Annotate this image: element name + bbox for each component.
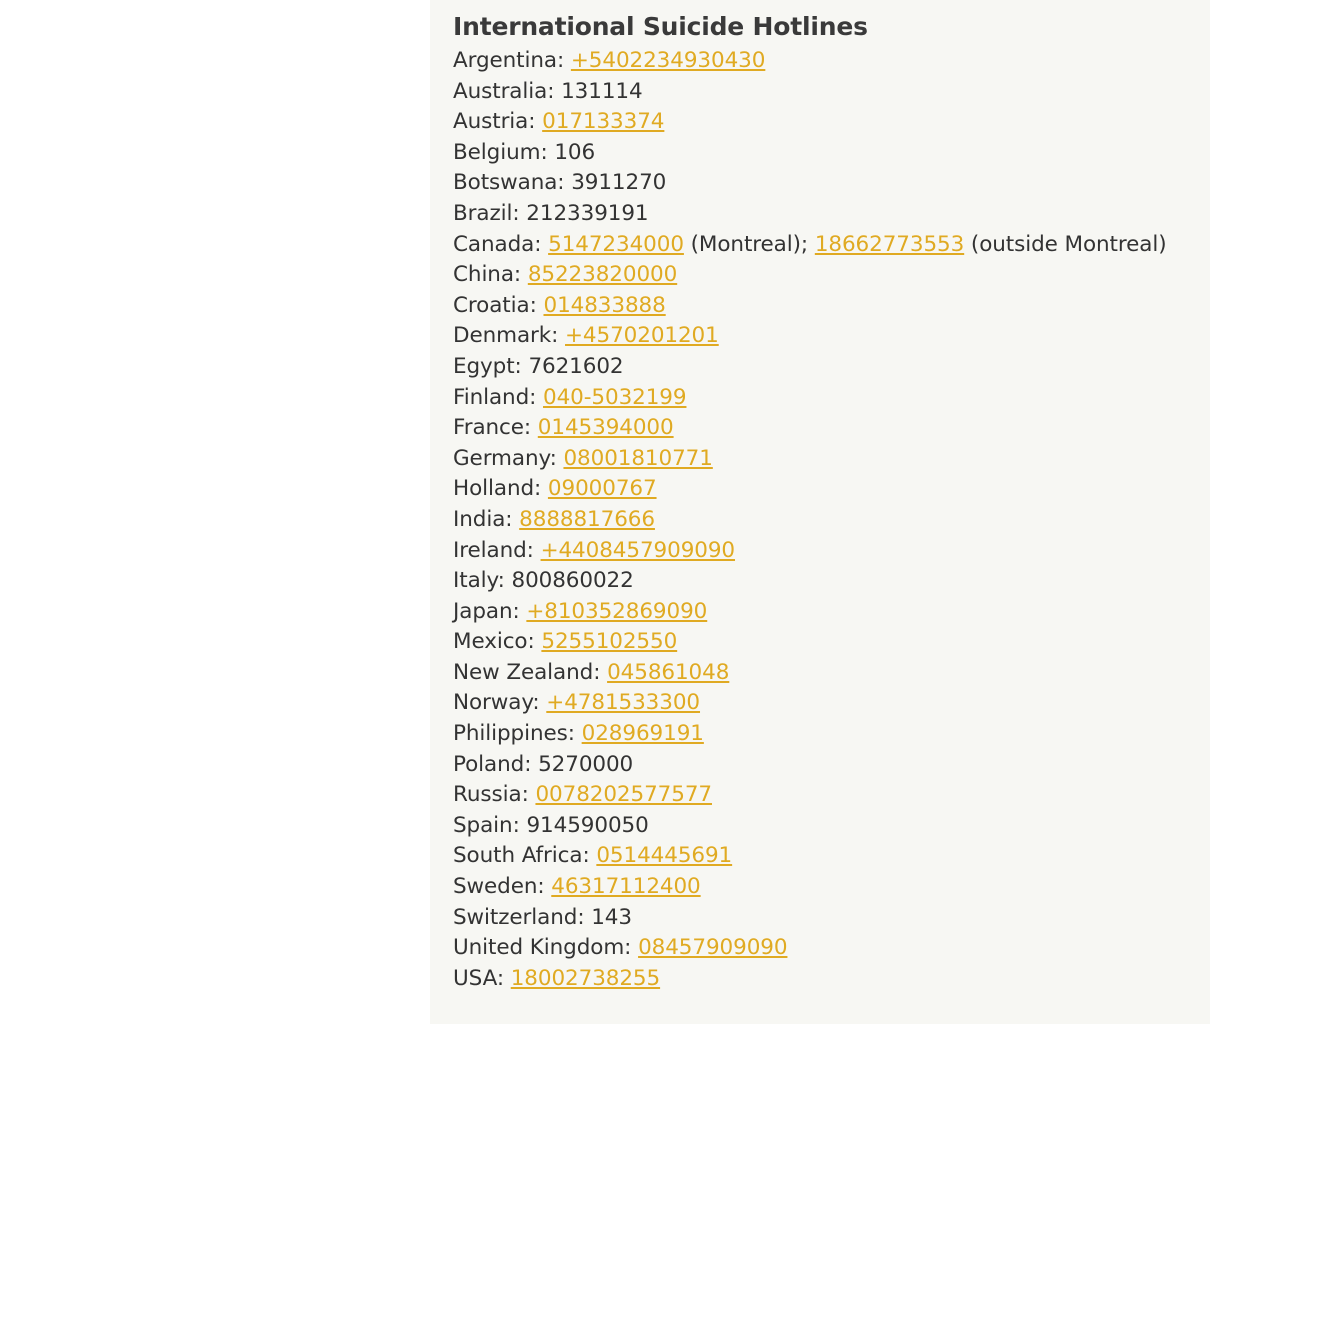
phone-text: 5270000 (538, 751, 634, 777)
country-label: New Zealand (453, 659, 594, 685)
country-label: Argentina (453, 48, 557, 73)
country-label: China (453, 262, 514, 288)
phone-link[interactable]: +4781533300 (546, 690, 701, 716)
hotline-row: Mexico: 5255102550 (453, 629, 678, 655)
hotline-row: Egypt: 7621602 (453, 353, 624, 379)
phone-text: 7621602 (528, 353, 624, 379)
phone-link[interactable]: 040-5032199 (543, 384, 687, 410)
hotline-row: Poland: 5270000 (453, 751, 634, 777)
phone-text: 212339191 (526, 200, 649, 226)
phone-link[interactable]: 0078202577577 (535, 782, 712, 808)
country-label: Brazil (453, 200, 513, 226)
phone-text: 914590050 (526, 812, 649, 838)
hotline-row: Holland: 09000767 (453, 476, 657, 502)
phone-link[interactable]: +4408457909090 (540, 537, 736, 563)
country-label: Denmark (453, 323, 552, 349)
country-label: Croatia (453, 292, 530, 318)
hotline-row: United Kingdom: 08457909090 (453, 935, 788, 961)
hotline-row: Brazil: 212339191 (453, 200, 649, 226)
hotline-row: New Zealand: 045861048 (453, 659, 730, 685)
country-label: Spain (453, 812, 513, 838)
country-label: Russia (453, 782, 522, 808)
phone-link[interactable]: 045861048 (607, 659, 730, 685)
country-label: Canada (453, 231, 535, 257)
hotline-row: India: 8888817666 (453, 506, 655, 532)
hotline-row: Norway: +4781533300 (453, 690, 701, 716)
phone-link[interactable]: 18002738255 (510, 965, 661, 991)
hotline-row: China: 85223820000 (453, 262, 678, 288)
hotline-row: Argentina: +5402234930430 (453, 48, 766, 73)
hotline-row: Belgium: 106 (453, 139, 596, 165)
hotline-row: France: 0145394000 (453, 415, 674, 441)
country-label: Finland (453, 384, 530, 410)
hotline-row: Canada: 5147234000 (Montreal); 18662773553 (outside Montreal) (453, 231, 1167, 257)
country-label: Holland (453, 476, 535, 502)
country-label: Austria (453, 109, 529, 135)
phone-link[interactable]: 0514445691 (596, 843, 733, 869)
hotline-row: Spain: 914590050 (453, 812, 649, 838)
country-label: Norway (453, 690, 533, 716)
country-label: Belgium (453, 139, 541, 165)
note-body (430, 0, 1210, 1024)
note-title: International Suicide Hotlines (453, 12, 868, 41)
country-label: Mexico (453, 629, 528, 655)
hotline-row: Switzerland: 143 (453, 904, 632, 930)
hotline-row: Austria: 017133374 (453, 109, 665, 135)
country-label: Poland (453, 751, 525, 777)
phone-link[interactable]: 46317112400 (551, 874, 701, 900)
hotline-row: USA: 18002738255 (453, 965, 661, 991)
country-label: Switzerland (453, 904, 578, 930)
hotline-row: Denmark: +4570201201 (453, 323, 719, 349)
phone-link[interactable]: 017133374 (542, 109, 665, 135)
hotline-row: Germany: 08001810771 (453, 445, 713, 471)
phone-link[interactable]: 028969191 (581, 721, 704, 747)
phone-text: 106 (554, 139, 596, 165)
phone-link[interactable]: +810352869090 (526, 598, 708, 624)
country-label: USA (453, 965, 497, 991)
country-label: Philippines (453, 721, 568, 747)
country-label: United Kingdom (453, 935, 625, 961)
hotline-row: Philippines: 028969191 (453, 721, 704, 747)
country-label: Botswana (453, 170, 558, 196)
phone-link[interactable]: 85223820000 (527, 262, 678, 288)
phone-link[interactable]: 014833888 (543, 292, 666, 318)
phone-link[interactable]: +4570201201 (565, 323, 719, 349)
phone-text: 131114 (561, 78, 643, 104)
hotline-row: South Africa: 0514445691 (453, 843, 733, 869)
hotline-row: Croatia: 014833888 (453, 292, 666, 318)
phone-link[interactable]: +5402234930430 (570, 48, 766, 73)
hotline-row: Finland: 040-5032199 (453, 384, 687, 410)
hotline-row: Australia: 131114 (453, 78, 643, 104)
phone-link[interactable]: 18662773553 (814, 231, 965, 257)
country-label: France (453, 415, 524, 441)
country-label: Germany (453, 445, 550, 471)
hotline-row: Sweden: 46317112400 (453, 874, 701, 900)
hotline-row: Russia: 0078202577577 (453, 782, 712, 808)
phone-link[interactable]: 08457909090 (638, 935, 788, 961)
hotline-row: Botswana: 3911270 (453, 170, 667, 196)
country-label: Japan (453, 598, 513, 624)
phone-text: (outside Montreal) (964, 231, 1167, 257)
country-label: Italy (453, 568, 498, 594)
hotline-row: Italy: 800860022 (453, 568, 634, 594)
phone-text: 143 (591, 904, 632, 930)
country-label: India (453, 506, 506, 532)
hotline-list (453, 46, 1210, 994)
phone-link[interactable]: 8888817666 (519, 506, 655, 532)
phone-link[interactable]: 09000767 (547, 476, 657, 502)
country-label: Australia (453, 78, 548, 104)
hotline-row: Ireland: +4408457909090 (453, 537, 736, 563)
phone-link[interactable]: 08001810771 (563, 445, 713, 471)
phone-link[interactable]: 5255102550 (541, 629, 678, 655)
country-label: South Africa (453, 843, 583, 869)
phone-link[interactable]: 0145394000 (537, 415, 674, 441)
country-label: Egypt (453, 353, 515, 379)
phone-text: 3911270 (571, 170, 667, 196)
phone-link[interactable]: 5147234000 (548, 231, 684, 257)
phone-text: (Montreal); (683, 231, 815, 257)
country-label: Ireland (453, 537, 527, 563)
country-label: Sweden (453, 874, 538, 900)
phone-text: 800860022 (511, 568, 634, 594)
hotline-row: Japan: +810352869090 (453, 598, 708, 624)
